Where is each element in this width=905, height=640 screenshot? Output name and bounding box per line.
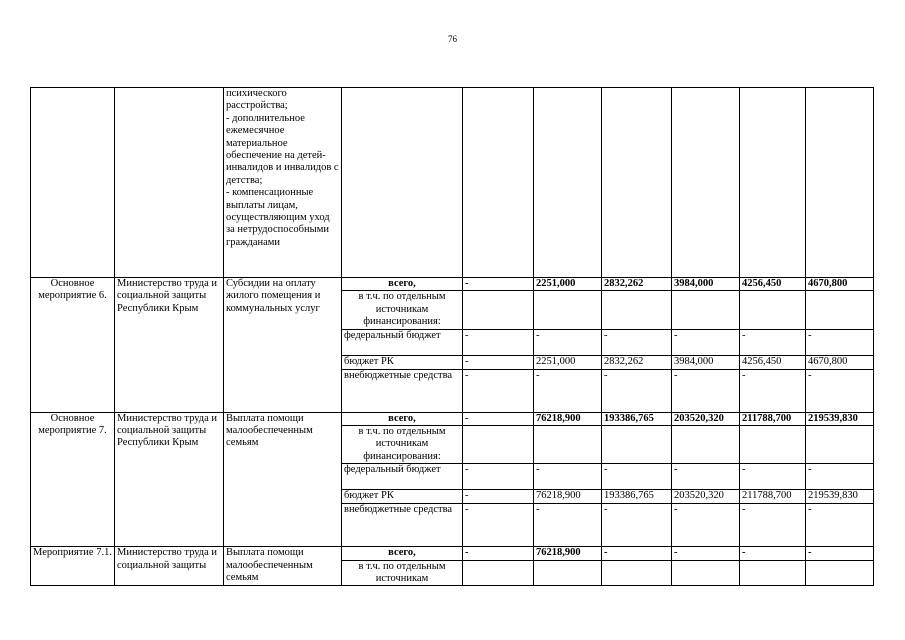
event-name: Основное мероприятие 7.	[31, 412, 115, 547]
funding-source: всего,	[342, 278, 463, 291]
value-cell: -	[602, 329, 672, 355]
value-cell: 76218,900	[534, 490, 602, 504]
value-cell	[806, 560, 874, 586]
value-cell: -	[740, 329, 806, 355]
value-cell	[740, 560, 806, 586]
value-cell: -	[463, 464, 534, 490]
value-cell	[602, 426, 672, 464]
value-cell: -	[806, 369, 874, 412]
value-cell	[534, 291, 602, 329]
event-description: Выплата помощи малообеспеченным семьям	[224, 412, 342, 547]
value-cell: 203520,320	[672, 490, 740, 504]
value-cell: -	[534, 464, 602, 490]
value-cell: -	[672, 547, 740, 560]
value-cell: -	[602, 504, 672, 547]
value-cell: 211788,700	[740, 412, 806, 425]
event-name: Мероприятие 7.1.	[31, 547, 115, 586]
funding-source: бюджет РК	[342, 490, 463, 504]
funding-source: в т.ч. по отдельным источникам финансирования:	[342, 426, 463, 464]
value-cell: -	[602, 464, 672, 490]
value-cell	[463, 560, 534, 586]
event-description: Выплата помощи малообеспеченным семьям	[224, 547, 342, 586]
value-cell	[672, 291, 740, 329]
value-cell: -	[534, 329, 602, 355]
value-cell: 219539,830	[806, 490, 874, 504]
value-cell: -	[806, 547, 874, 560]
value-cell: 4256,450	[740, 355, 806, 369]
value-cell: 193386,765	[602, 490, 672, 504]
value-cell: -	[672, 504, 740, 547]
value-cell: -	[672, 369, 740, 412]
page-number: 76	[448, 34, 457, 44]
value-cell: 219539,830	[806, 412, 874, 425]
value-cell: 203520,320	[672, 412, 740, 425]
value-cell: 211788,700	[740, 490, 806, 504]
funding-source: внебюджетные средства	[342, 369, 463, 412]
value-cell	[806, 426, 874, 464]
value-cell: 193386,765	[602, 412, 672, 425]
value-cell: -	[534, 369, 602, 412]
value-cell	[740, 426, 806, 464]
value-cell: 2251,000	[534, 355, 602, 369]
value-cell	[534, 426, 602, 464]
value-cell: -	[740, 464, 806, 490]
value-cell: 4256,450	[740, 278, 806, 291]
funding-source: всего,	[342, 412, 463, 425]
table-row	[31, 412, 874, 425]
executor-name: Министерство труда и социальной защиты Республики Крым	[115, 412, 224, 547]
value-cell: -	[740, 369, 806, 412]
value-cell: -	[463, 412, 534, 425]
value-cell: 4670,800	[806, 355, 874, 369]
value-cell	[602, 291, 672, 329]
program-funding-table	[30, 87, 874, 586]
value-cell: -	[463, 355, 534, 369]
value-cell: -	[672, 329, 740, 355]
funding-source: внебюджетные средства	[342, 504, 463, 547]
value-cell: -	[463, 278, 534, 291]
value-cell	[740, 291, 806, 329]
value-cell: 2832,262	[602, 355, 672, 369]
value-cell: -	[806, 464, 874, 490]
value-cell: 3984,000	[672, 355, 740, 369]
value-cell	[602, 560, 672, 586]
continuation-row	[31, 88, 874, 278]
value-cell: -	[463, 369, 534, 412]
value-cell	[806, 291, 874, 329]
value-cell: -	[463, 329, 534, 355]
table-row	[31, 278, 874, 291]
event-name: Основное мероприятие 6.	[31, 278, 115, 413]
value-cell	[534, 560, 602, 586]
funding-source: федеральный бюджет	[342, 464, 463, 490]
executor-name: Министерство труда и социальной защиты	[115, 547, 224, 586]
value-cell: 2251,000	[534, 278, 602, 291]
value-cell: 76218,900	[534, 412, 602, 425]
executor-name: Министерство труда и социальной защиты Республики Крым	[115, 278, 224, 413]
value-cell	[463, 291, 534, 329]
value-cell: -	[602, 369, 672, 412]
funding-source: всего,	[342, 547, 463, 560]
value-cell: -	[672, 464, 740, 490]
value-cell: -	[806, 504, 874, 547]
table-row	[31, 547, 874, 560]
funding-source: бюджет РК	[342, 355, 463, 369]
funding-source: в т.ч. по отдельным источникам финансирования:	[342, 291, 463, 329]
value-cell: -	[534, 504, 602, 547]
event-description: Субсидии на оплату жилого помещения и коммунальных услуг	[224, 278, 342, 413]
value-cell	[672, 560, 740, 586]
value-cell: 2832,262	[602, 278, 672, 291]
funding-source: в т.ч. по отдельным источникам	[342, 560, 463, 586]
value-cell: -	[463, 490, 534, 504]
value-cell: -	[463, 547, 534, 560]
value-cell: 4670,800	[806, 278, 874, 291]
funding-source: федеральный бюджет	[342, 329, 463, 355]
value-cell: -	[806, 329, 874, 355]
value-cell: -	[740, 547, 806, 560]
value-cell	[463, 426, 534, 464]
value-cell: 76218,900	[534, 547, 602, 560]
value-cell: -	[602, 547, 672, 560]
value-cell: -	[463, 504, 534, 547]
value-cell: 3984,000	[672, 278, 740, 291]
continuation-description: психического расстройства; - дополнительное ежемесячное материальное обеспечение на детей-инвалидов и инвалидов с детства; - компенсационные выплаты лицам, осуществляющим уход за нетрудоспособными гражданами	[224, 88, 342, 278]
value-cell: -	[740, 504, 806, 547]
value-cell	[672, 426, 740, 464]
